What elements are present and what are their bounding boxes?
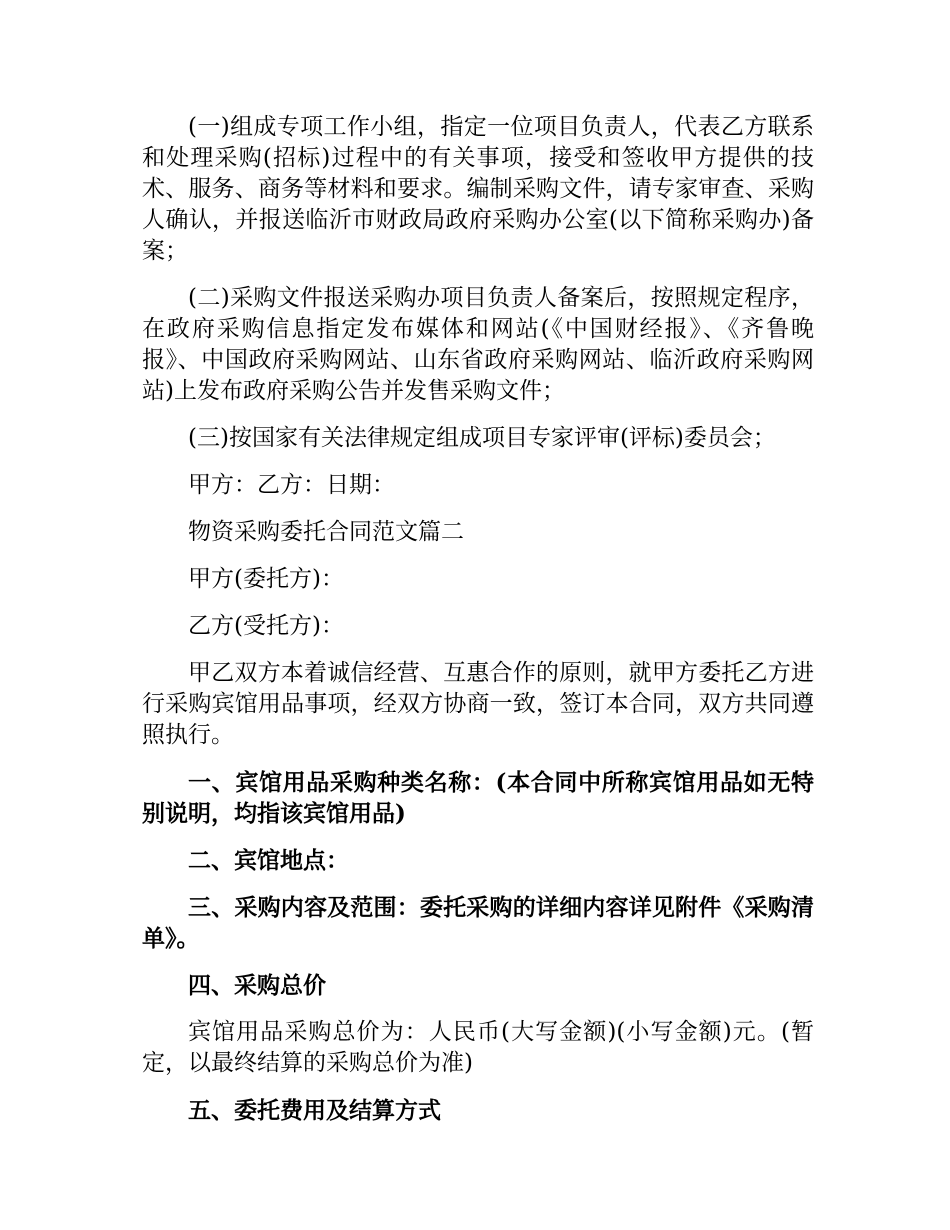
paragraph-party-a: 甲方(委托方)： (188, 566, 344, 592)
paragraph-total-price: 宾馆用品采购总价为：人民币(大写金额)(小写金额)元。(暂定，以最终结算的采购总价为准) (142, 1019, 814, 1076)
paragraph-procurement-announcement: (二)采购文件报送采购办项目负责人备案后，按照规定程序，在政府采购信息指定发布媒体和网站(《中国财经报》、《齐鲁晚报》、中国政府采购网站、山东省政府采购网站、临沂政府采购网站)上发布政府采购公告并发售采购文件； (142, 285, 814, 404)
heading-section-2: 二、宾馆地点： (188, 847, 349, 874)
document-body (142, 112, 814, 1142)
heading-section-3: 三、采购内容及范围：委托采购的详细内容详见附件《采购清单》。 (142, 894, 814, 952)
paragraph-procurement-team: (一)组成专项工作小组，指定一位项目负责人，代表乙方联系和处理采购(招标)过程中的有关事项，接受和签收甲方提供的技术、服务、商务等材料和要求。编制采购文件，请专家审查、采购人确认，并报送临沂市财政局政府采购办公室(以下简称采购办)备案； (142, 114, 814, 264)
heading-section-1: 一、宾馆用品采购种类名称：(本合同中所称宾馆用品如无特别说明，均指该宾馆用品) (142, 769, 814, 827)
paragraph-party-b: 乙方(受托方)： (188, 613, 344, 639)
heading-section-5: 五、委托费用及结算方式 (188, 1097, 441, 1124)
paragraph-contract-title: 物资采购委托合同范文篇二 (188, 519, 464, 545)
paragraph-expert-committee: (三)按国家有关法律规定组成项目专家评审(评标)委员会； (188, 425, 776, 451)
paragraph-preamble: 甲乙双方本着诚信经营、互惠合作的原则，就甲方委托乙方进行采购宾馆用品事项，经双方协商一致，签订本合同，双方共同遵照执行。 (142, 660, 814, 748)
paragraph-signature-line: 甲方：乙方：日期： (188, 472, 395, 498)
heading-section-4: 四、采购总价 (188, 972, 326, 999)
